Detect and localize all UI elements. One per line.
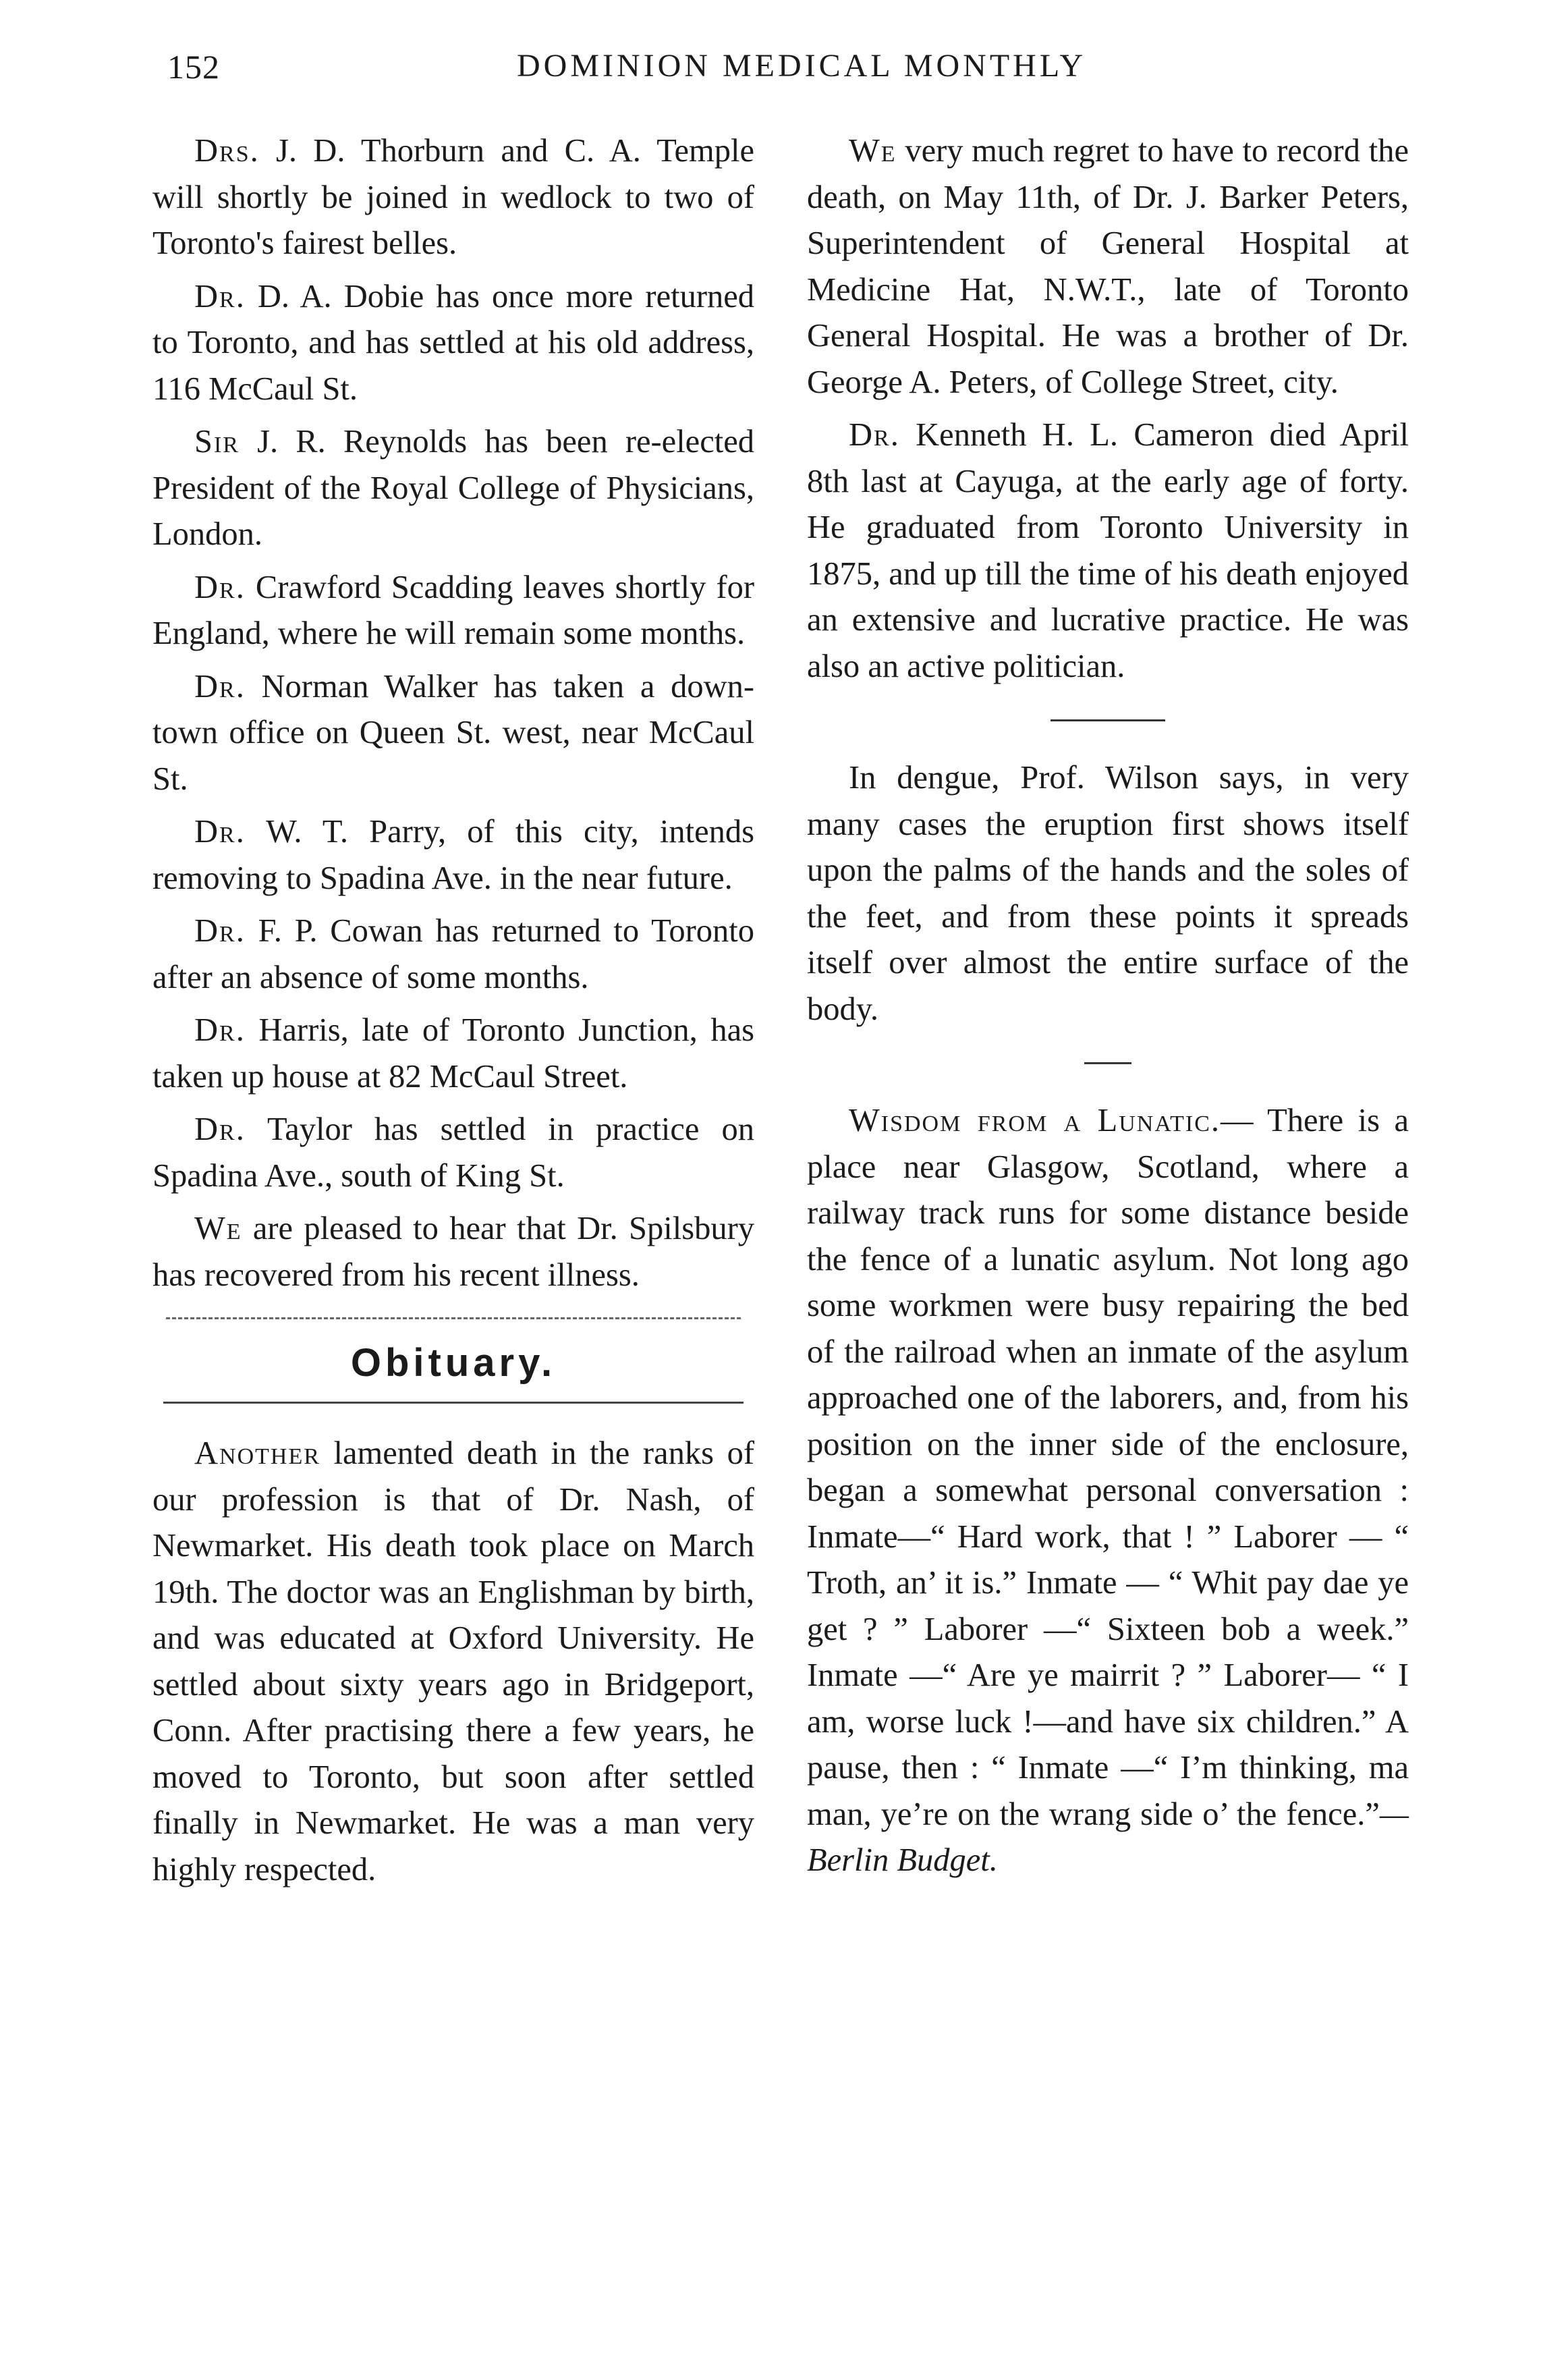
news-item-lead: Dr. <box>194 814 246 850</box>
dengue-paragraph: In dengue, Prof. Wilson says, in very many cases the eruption first shows itself upon the palms of the hands and the soles of the feet, and from these points it spreads itself over almost the entire surface of the body. <box>807 760 1409 1027</box>
news-item <box>152 908 754 1001</box>
wisdom-heading: Wisdom from a Lunatic. <box>849 1103 1221 1138</box>
obituary-heading: Obituary. <box>350 1341 557 1385</box>
obituary-lead: Dr. <box>849 417 900 453</box>
obituary-text: Kenneth H. L. Cameron died April 8th last at Cayuga, at the early age of forty. He graduated from Toronto University in 1875, and up till the time of his death enjoyed an extensive and lucrative practice. He was also an active politician. <box>807 417 1409 684</box>
news-item <box>152 1206 754 1298</box>
news-item-text: Crawford Scadding leaves shortly for England, where he will remain some months. <box>152 569 754 651</box>
news-item-text: Harris, late of Toronto Junction, has taken up house at 82 McCaul Street. <box>152 1012 754 1095</box>
news-item-text: are pleased to hear that Dr. Spilsbury has recovered from his recent illness. <box>152 1211 754 1293</box>
wisdom-source: —Berlin Budget. <box>807 1796 1409 1878</box>
obituary-paragraph <box>152 1431 754 1893</box>
news-item <box>152 664 754 803</box>
section-divider <box>1084 1062 1131 1064</box>
obituary-paragraph <box>807 128 1409 406</box>
news-item-lead: Dr. <box>194 278 246 314</box>
obituary-lead: We <box>849 133 897 169</box>
right-column <box>807 128 1409 1891</box>
running-head <box>167 47 1436 101</box>
section-divider <box>166 1317 741 1319</box>
news-item <box>152 1008 754 1100</box>
journal-title: DOMINION MEDICAL MONTHLY <box>516 48 1086 84</box>
section-divider <box>1051 719 1165 721</box>
obituary-text: lamented death in the ranks of our profession is that of Dr. Nash, of Newmarket. His death took place on March 19th. The doctor was an Englishman by birth, and was educated at Oxford University. He settled about sixty years ago in Bridgeport, Conn. After practising there a few years, he moved to Toronto, but soon after settled finally in Newmarket. He was a man very highly respected. <box>152 1435 754 1887</box>
news-item-lead: Dr. <box>194 569 246 605</box>
heading-rule <box>163 1402 744 1404</box>
obituary-lead: Another <box>194 1435 320 1471</box>
news-item <box>152 1107 754 1199</box>
news-item-lead: Sir <box>194 424 240 460</box>
news-item-text: J. R. Reynolds has been re-elected President of the Royal College of Physicians, London. <box>152 424 754 552</box>
wisdom-paragraph <box>807 1098 1409 1884</box>
news-item-lead: We <box>194 1211 242 1246</box>
news-item-lead: Dr. <box>194 1012 246 1048</box>
news-item-text: F. P. Cowan has returned to Toronto after an absence of some months. <box>152 913 754 995</box>
obituary-text: very much regret to have to record the death, on May 11th, of Dr. J. Barker Peters, Superintendent of General Hospital at Medicine Hat, N.W.T., late of Toronto General Hospital. He was a brother of Dr. George A. Peters, of College Street, city. <box>807 133 1409 400</box>
news-item-text: Norman Walker has taken a down-town office on Queen St. west, near McCaul St. <box>152 668 754 797</box>
wisdom-text: — There is a place near Glasgow, Scotland, where a railway track runs for some distance beside the fence of a lunatic asylum. Not long ago some workmen were busy repairing the bed of the railroad when an inmate of the asylum approached one of the laborers, and, from his position on the inner side of the enclosure, began a somewhat personal conversation : Inmate—“ Hard work, that ! ” Laborer — “ Troth, an’ it is.” Inmate — “ Whit pay dae ye get ? ” Laborer —“ Sixteen bob a week.” Inmate —“ Are ye mairrit ? ” Laborer— “ I am, worse luck !—and have six children.” A pause, then : “ Inmate —“ I’m thinking, ma man, ye’re on the wrang side o’ the fence.” <box>807 1103 1409 1832</box>
news-item <box>152 809 754 902</box>
news-item-text: D. A. Dobie has once more returned to Toronto, and has settled at his old address, 116 McCaul St. <box>152 278 754 407</box>
news-item-text: J. D. Thorburn and C. A. Temple will shortly be joined in wedlock to two of Toronto's fairest belles. <box>152 133 754 261</box>
obituary-paragraph <box>807 412 1409 690</box>
left-column <box>152 128 754 1900</box>
news-item <box>152 419 754 558</box>
news-item-text: Taylor has settled in practice on Spadina Ave., south of King St. <box>152 1111 754 1194</box>
news-item <box>152 128 754 267</box>
news-item <box>152 274 754 413</box>
news-item <box>152 565 754 657</box>
news-item-text: W. T. Parry, of this city, intends removing to Spadina Ave. in the near future. <box>152 814 754 896</box>
news-item-lead: Dr. <box>194 1111 246 1147</box>
news-item-lead: Dr. <box>194 668 246 705</box>
news-item-lead: Drs. <box>194 133 260 169</box>
page-number: 152 <box>167 48 220 86</box>
news-item-lead: Dr. <box>194 913 246 949</box>
